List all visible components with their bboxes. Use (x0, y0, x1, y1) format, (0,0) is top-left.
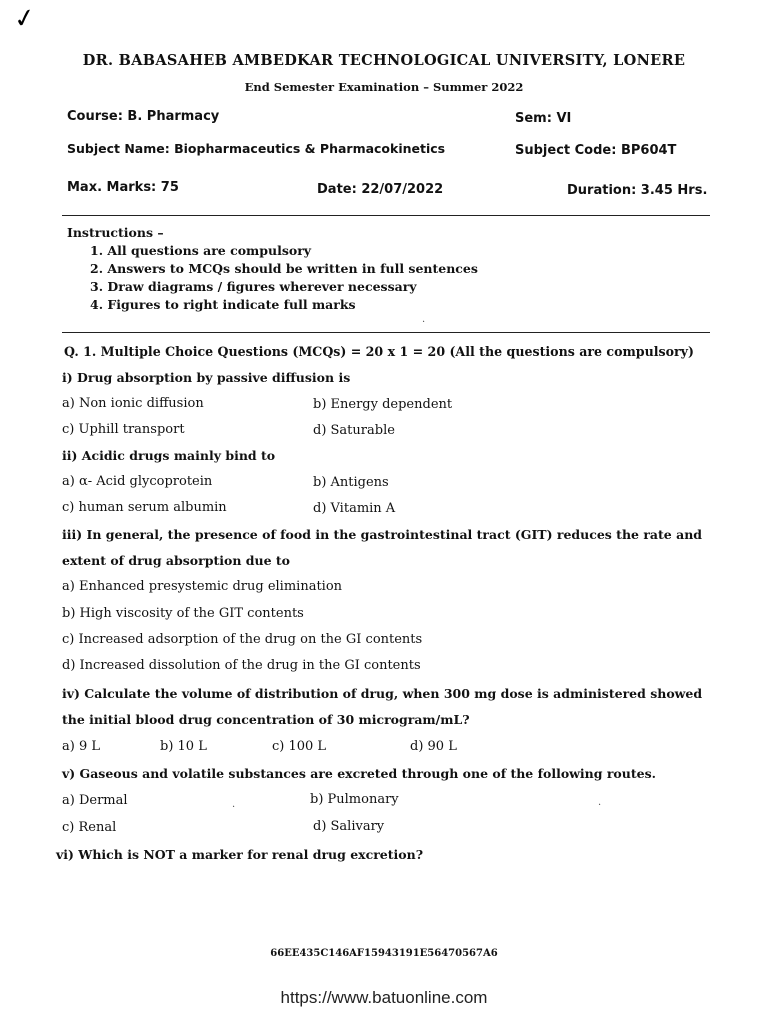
question-text-continued: the initial blood drug concentration of 30 microgram/mL? (62, 712, 470, 727)
option: c) Uphill transport (62, 422, 185, 437)
sem-label: Sem: VI (515, 111, 572, 126)
divider-top (62, 215, 710, 216)
instruction-item: 3. Draw diagrams / figures wherever necessary (90, 279, 417, 294)
scan-speck: · (232, 802, 236, 813)
exam-title: End Semester Examination – Summer 2022 (244, 80, 524, 94)
max-marks: Max. Marks: 75 (67, 180, 179, 195)
instructions-title: Instructions – (67, 225, 164, 240)
instruction-item: 2. Answers to MCQs should be written in full sentences (90, 261, 478, 276)
option: c) Increased adsorption of the drug on the GI contents (62, 632, 423, 647)
option: c) 100 L (272, 739, 327, 754)
university-title: DR. BABASAHEB AMBEDKAR TECHNOLOGICAL UNIVERSITY, LONERE (82, 52, 686, 69)
question-text: iv) Calculate the volume of distribution of drug, when 300 mg dose is administered showed (62, 686, 703, 701)
question-text: i) Drug absorption by passive diffusion is (62, 370, 351, 385)
question-text-continued: extent of drug absorption due to (62, 553, 291, 568)
option: b) 10 L (160, 739, 207, 754)
document-hash: 66EE435C146AF15943191E56470567A6 (270, 948, 498, 959)
option: d) Salivary (313, 819, 385, 834)
source-url-link[interactable]: https://www.batuonline.com (280, 988, 488, 1007)
question-text: ii) Acidic drugs mainly bind to (62, 448, 276, 463)
option: a) Enhanced presystemic drug elimination (62, 579, 343, 594)
option: d) Saturable (313, 423, 395, 438)
option: b) Pulmonary (310, 792, 399, 807)
instruction-item: 4. Figures to right indicate full marks (90, 297, 356, 312)
subject-code: Subject Code: BP604T (515, 143, 677, 158)
course-label: Course: B. Pharmacy (67, 109, 220, 124)
option: d) Increased dissolution of the drug in the GI contents (62, 658, 421, 673)
option: a) 9 L (62, 739, 100, 754)
option: d) 90 L (410, 739, 457, 754)
option: d) Vitamin A (313, 501, 396, 516)
option: c) Renal (62, 820, 117, 835)
subject-name: Subject Name: Biopharmaceutics & Pharmacokinetics (67, 141, 446, 156)
question-text: vi) Which is NOT a marker for renal drug excretion? (56, 847, 424, 862)
option: a) Dermal (62, 793, 128, 808)
question-text: iii) In general, the presence of food in the gastrointestinal tract (GIT) reduces the rate and (62, 527, 703, 542)
scan-speck: · (598, 800, 602, 811)
q1-heading: Q. 1. Multiple Choice Questions (MCQs) = 20 x 1 = 20 (All the questions are compulsory) (64, 344, 694, 359)
exam-date: Date: 22/07/2022 (317, 182, 444, 197)
question-text: v) Gaseous and volatile substances are excreted through one of the following routes. (62, 766, 656, 781)
pen-check-mark: ✓ (11, 2, 39, 36)
divider-bottom (62, 332, 710, 333)
scan-speck: · (422, 317, 426, 328)
instruction-item: 1. All questions are compulsory (90, 243, 312, 258)
option: a) Non ionic diffusion (62, 396, 204, 411)
option: b) Antigens (313, 475, 389, 490)
option: b) High viscosity of the GIT contents (62, 606, 304, 621)
exam-duration: Duration: 3.45 Hrs. (567, 183, 708, 198)
option: b) Energy dependent (313, 397, 453, 412)
option: c) human serum albumin (62, 500, 227, 515)
option: a) α- Acid glycoprotein (62, 474, 213, 489)
